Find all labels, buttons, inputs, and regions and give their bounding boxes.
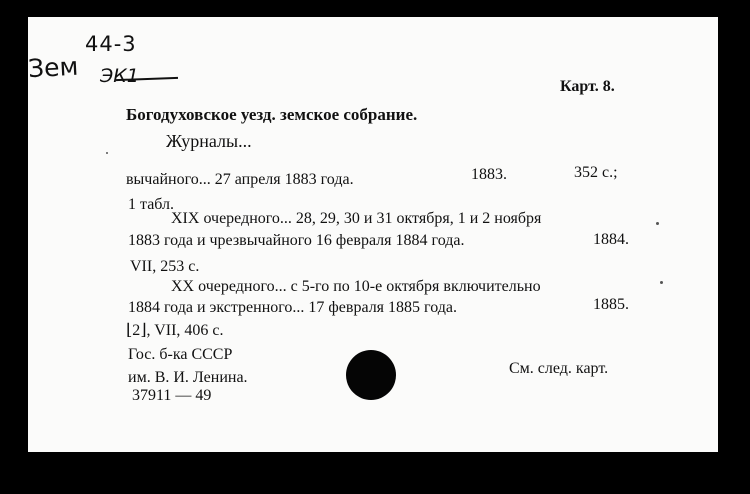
text-line: XIX очередного... 28, 29, 30 и 31 октября, 1 и 2 ноября	[171, 210, 542, 227]
speck	[656, 222, 659, 225]
text-line: вычайного... 27 апреля 1883 года.	[126, 171, 354, 188]
speck	[106, 152, 108, 154]
text-line: ⌊2⌋, VII, 406 с.	[126, 322, 224, 339]
heading: Богодуховское уезд. земское собрание.	[126, 105, 418, 124]
catalog-card	[28, 17, 718, 452]
year: 1885.	[593, 296, 629, 313]
text-line: 1883 года и чрезвычайного 16 февраля 1884 года.	[128, 232, 465, 249]
year: 1884.	[593, 231, 629, 248]
catalog-number: 37911 — 49	[132, 387, 212, 404]
punch-hole	[346, 350, 396, 400]
text-line: 1 табл.	[128, 196, 175, 213]
shelfmark-prefix: Зем	[27, 51, 80, 84]
subheading: Журналы...	[166, 131, 252, 151]
library-name: им. В. И. Ленина.	[128, 369, 248, 386]
shelfmark-denominator: ЭК1	[100, 65, 139, 87]
text-line: XX очередного... с 5-го по 10-е октября включительно	[171, 278, 541, 295]
card-number: Карт. 8.	[560, 78, 615, 95]
speck	[660, 281, 663, 284]
year: 1883.	[471, 166, 507, 183]
text-line: 1884 года и экстренного... 17 февраля 1885 года.	[128, 299, 457, 316]
library-name: Гос. б-ка СССР	[128, 346, 233, 363]
shelfmark-numerator: 44-3	[85, 32, 137, 56]
pages: 352 с.;	[574, 164, 618, 181]
see-next-card: См. след. карт.	[509, 360, 609, 377]
text-line: VII, 253 с.	[130, 258, 200, 275]
